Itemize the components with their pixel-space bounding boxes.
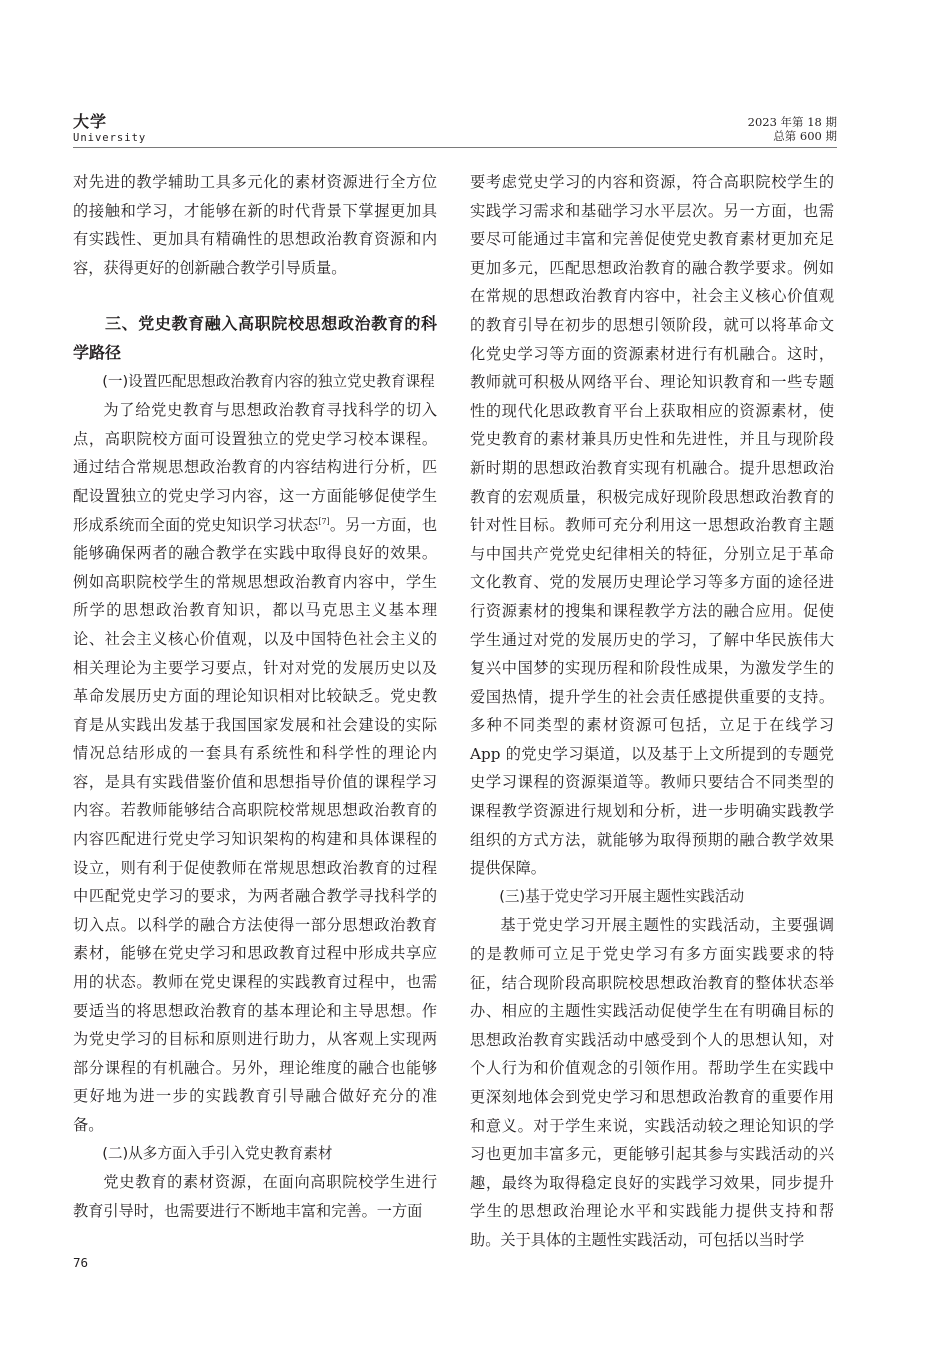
subsection-2-paragraph: 党史教育的素材资源，在面向高职院校学生进行教育引导时，也需要进行不断地丰富和完善。一方面 <box>73 1173 437 1220</box>
section-heading: 三、党史教育融入高职院校思想政治教育的科学路径 <box>73 314 437 362</box>
issue-line-year: 2023 年第 18 期 <box>747 115 837 129</box>
subsection-heading-2: (二)从多方面入手引入党史教育素材 <box>102 1144 333 1162</box>
page-number: 76 <box>73 1255 89 1270</box>
subsection-1-paragraph <box>73 396 437 1139</box>
paragraph-continued: 对先进的教学辅助工具多元化的素材资源进行全方位的接触和学习，才能够在新的时代背景下掌握更加具有实践性、更加具有精确性的思想政治教育资源和内容，获得更好的创新融合教学引导质量。 <box>73 173 437 277</box>
subsection-heading-3: (三)基于党史学习开展主题性实践活动 <box>499 887 745 905</box>
paragraph-text: 为了给党史教育与思想政治教育寻找科学的切入点，高职院校方面可设置独立的党史学习校本课程。通过结合常规思想政治教育的内容结构进行分析，匹配设置独立的党史学习内容，这一方面能够促使学生形成系统而全面的党史知识学习状态 <box>73 401 437 534</box>
right-column <box>470 168 834 1255</box>
citation-ref: [7] <box>318 516 330 526</box>
journal-logo-en: University <box>73 132 147 144</box>
paragraph-continued: 要考虑党史学习的内容和资源，符合高职院校学生的实践学习需求和基础学习水平层次。另一方面，也需要尽可能通过丰富和完善促使党史教育素材更加充足更加多元，匹配思想政治教育的融合教学要求。例如在常规的思想政治教育内容中，社会主义核心价值观的教育引导在初步的思想引领阶段，就可以将革命文化党史学习等方面的资源素材进行有机融合。这时，教师就可积极从网络平台、理论知识教育和一些专题性的现代化思政教育平台上获取相应的资源素材，使党史教育的素材兼具历史性和先进性，并且与现阶段新时期的思想政治教育实现有机融合。提升思想政治教育的宏观质量，积极完成好现阶段思想政治教育的针对性目标。教师可充分利用这一思想政治教育主题与中国共产党党史纪律相关的特征，分别立足于革命文化教育、党的发展历史理论学习等多方面的途径进行资源素材的搜集和课程教学方法的融合应用。促使学生通过对党的发展历史的学习，了解中华民族伟大复兴中国梦的实现历程和阶段性成果，为激发学生的爱国热情，提升学生的社会责任感提供重要的支持。多种不同类型的素材资源可包括，立足于在线学习 App 的党史学习渠道，以及基于上文所提到的专题党史学习课程的资源渠道等。教师只要结合不同类型的课程教学资源进行规划和分析，进一步明确实践教学组织的方式方法，就能够为取得预期的融合教学效果提供保障。 <box>470 173 834 878</box>
running-header <box>73 113 837 147</box>
left-column <box>73 168 437 1225</box>
issue-info <box>748 115 837 143</box>
journal-logo-cn: 大学 <box>73 112 108 131</box>
subsection-heading-1: (一)设置匹配思想政治教育内容的独立党史教育课程 <box>102 372 435 390</box>
paragraph-text: 。另一方面，也能够确保两者的融合教学在实践中取得良好的效果。例如高职院校学生的常规思想政治教育内容中，学生所学的思想政治教育知识，都以马克思主义基本理论、社会主义核心价值观，以及中国特色社会主义的相关理论为主要学习要点，针对对党的发展历史以及革命发展历史方面的理论知识相对比较缺乏。党史教育是从实践出发基于我国国家发展和社会建设的实际情况总结形成的一套具有系统性和科学性的理论内容，是具有实践借鉴价值和思想指导价值的课程学习内容。若教师能够结合高职院校常规思想政治教育的内容匹配进行党史学习知识架构的构建和具体课程的设立，则有利于促使教师在常规思想政治教育的过程中匹配党史学习的要求，为两者融合教学寻找科学的切入点。以科学的融合方法使得一部分思想政治教育素材，能够在党史学习和思政教育过程中形成共享应用的状态。教师在党史课程的实践教育过程中，也需要适当的将思想政治教育的基本理论和主导思想。作为党史学习的目标和原则进行助力，从客观上实现两部分课程的有机融合。另外，理论维度的融合也能够更好地为进一步的实践教育引导融合做好充分的准备。 <box>73 515 438 1134</box>
subsection-3-paragraph: 基于党史学习开展主题性的实践活动，主要强调的是教师可立足于党史学习有多方面实践要求的特征，结合现阶段高职院校思想政治教育的整体状态举办、相应的主题性实践活动促使学生在有明确目标的思想政治教育实践活动中感受到个人的思想认知，对个人行为和价值观念的引领作用。帮助学生在实践中更深刻地体会到党史学习和思想政治教育的重要作用和意义。对于学生来说，实践活动较之理论知识的学习也更加丰富多元，更能够引起其参与实践活动的兴趣，最终为取得稳定良好的实践学习效果，同步提升学生的思想政治理论水平和实践能力提供支持和帮助。关于具体的主题性实践活动，可包括以当时学 <box>470 916 834 1249</box>
header-rule <box>73 147 837 148</box>
issue-line-total: 总第 600 期 <box>773 129 837 143</box>
